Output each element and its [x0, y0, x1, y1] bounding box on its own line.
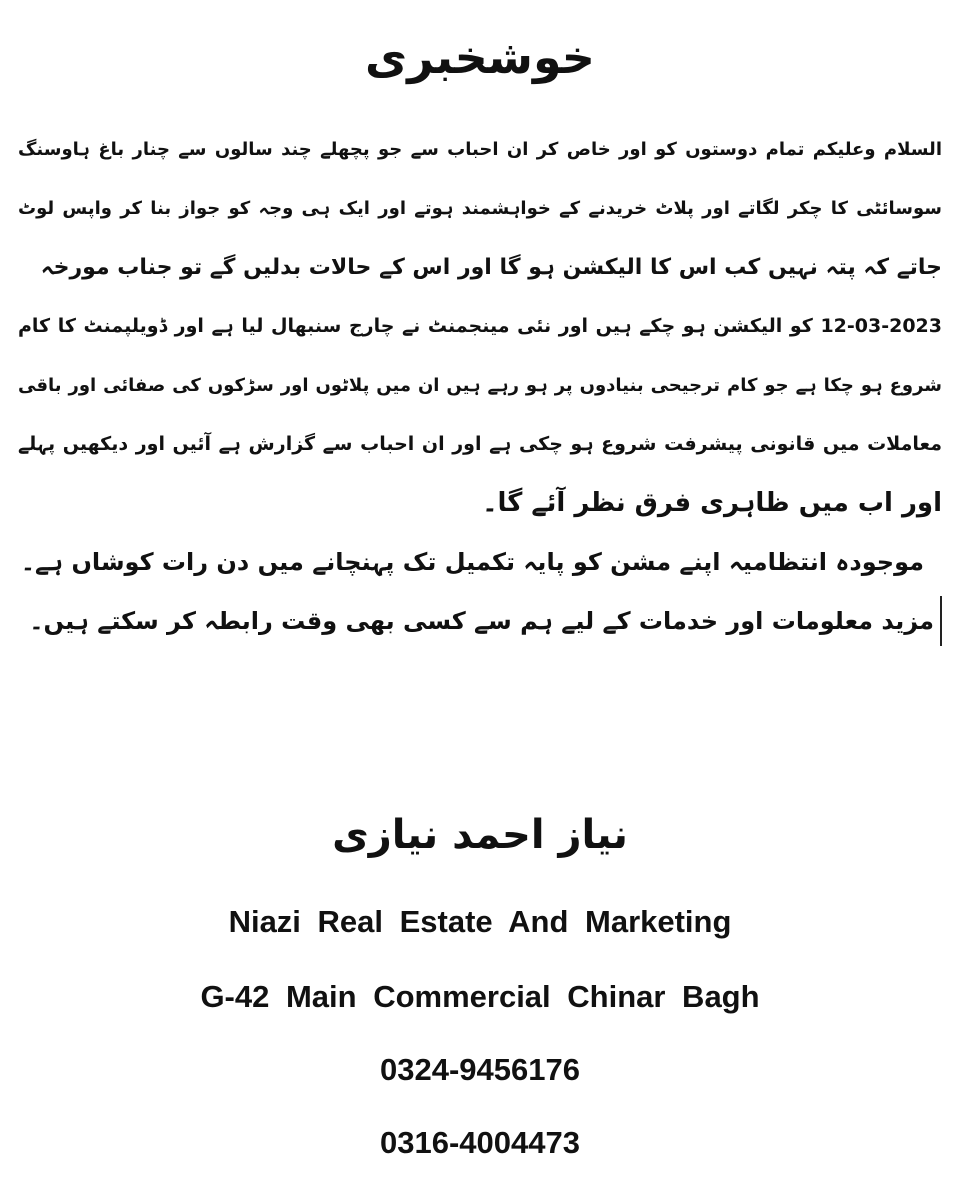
- signature-name: نیاز احمد نیازی: [332, 812, 628, 858]
- company-name: Niazi Real Estate And Marketing: [228, 904, 732, 939]
- body-line-4: 12-03-2023 کو الیکشن ہو چکے ہیں اور نئی مینجمنٹ نے چارج سنبھال لیا ہے اور ڈویلپمنٹ کا کام: [18, 315, 942, 337]
- body-line-5: شروع ہو چکا ہے جو کام ترجیحی بنیادوں پر ہو رہے ہیں ان میں پلاٹوں اور سڑکوں کی صفائی اور باقی: [18, 375, 942, 396]
- phone-number-1: 0324-9456176: [380, 1052, 580, 1087]
- body-line-1: السلام وعلیکم تمام دوستوں کو اور خاص کر ان احباب سے جو پچھلے چند سالوں سے چنار باغ ہاوسنگ: [18, 139, 942, 160]
- body-line-8: موجودہ انتظامیہ اپنے مشن کو پایہ تکمیل تک پہنچانے میں دن رات کوشاں ہے۔: [20, 548, 924, 576]
- body-line-9: [18, 592, 942, 651]
- body-line-6: معاملات میں قانونی پیشرفت شروع ہو چکی ہے اور ان احباب سے گزارش ہے آئیں اور دیکھیں پہلے: [18, 433, 942, 455]
- page-title: خوشخبری: [365, 30, 595, 84]
- company-address: G-42 Main Commercial Chinar Bagh: [200, 979, 760, 1014]
- body-line-2: سوسائٹی کا چکر لگاتے اور پلاٹ خریدنے کے خواہشمند ہوتے اور ایک ہی وجہ کو جواز بنا کر واپس لوٹ: [18, 198, 942, 219]
- body-line-7: اور اب میں ظاہری فرق نظر آئے گا۔: [482, 488, 942, 518]
- announcement-body: [18, 120, 942, 651]
- phone-number-2: 0316-4004473: [380, 1125, 580, 1160]
- body-line-3: جاتے کہ پتہ نہیں کب اس کا الیکشن ہو گا اور اس کے حالات بدلیں گے تو جناب مورخہ: [40, 255, 942, 280]
- body-line-9-text: مزید معلومات اور خدمات کے لیے ہم سے کسی بھی وقت رابطہ کر سکتے ہیں۔: [29, 596, 942, 646]
